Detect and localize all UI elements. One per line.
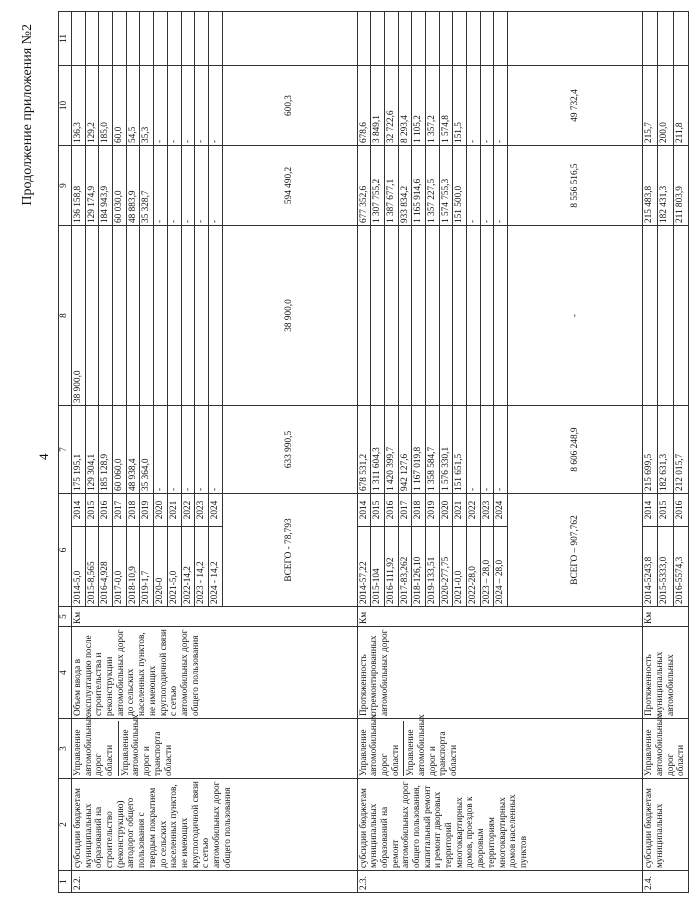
regional-budget: - <box>467 146 481 226</box>
year: 2023 <box>195 494 209 527</box>
total-cost: 678 531,2 <box>357 406 371 494</box>
local-budget: 1 574,8 <box>439 66 453 146</box>
year: 2023 <box>480 494 494 527</box>
table-row <box>72 12 86 893</box>
extra-budget <box>643 12 658 66</box>
indicator: Протяженность отремонтированных автомобильных дорог <box>357 627 643 719</box>
measure-name: субсидии бюджетам муниципальных образований на строительство (реконструкцию) автодорог общего пользования с твердым покрытием до сельских населенных пунктов, не имеющих круглогодичной связи с сетью автомобильных дорог общего пользования <box>72 779 358 871</box>
local-budget: 32 722,6 <box>384 66 398 146</box>
target-value: 2015-5333,0 <box>658 527 673 607</box>
year: 2018 <box>126 494 140 527</box>
extra-budget <box>85 12 99 66</box>
year: 2014 <box>643 494 658 527</box>
measure-name: субсидии бюджетам муниципальных образований на ремонт автомобильных дорог общего пользования, капитальный ремонт и ремонт дворовых территорий многоквартирных домов, проездов к дворовым территориям многоквартирных домов населенных пунктов <box>357 779 643 871</box>
regional-budget: 48 883,9 <box>126 146 140 226</box>
regional-budget: - <box>167 146 181 226</box>
extra-budget <box>140 12 154 66</box>
total-cost: 151 651,5 <box>453 406 467 494</box>
year: 2015 <box>658 494 673 527</box>
indicator: Объем ввода в эксплуатацию после строительства и реконструкции автомобильных дорог до сельских населенных пунктов, не имеющих круглогодичной связи с сетью автомобильных дорог общего пользования <box>72 627 358 719</box>
target-value: 2018-10,9 <box>126 527 140 607</box>
total-cost: 942 127,6 <box>398 406 412 494</box>
local-budget: 1 105,2 <box>412 66 426 146</box>
federal-budget <box>673 226 688 406</box>
year: 2024 <box>494 494 508 527</box>
total-cost: 215 699,5 <box>643 406 658 494</box>
year: 2021 <box>167 494 181 527</box>
regional-budget: 182 431,3 <box>658 146 673 226</box>
executor-cell <box>643 714 689 779</box>
target-value: 2021-0,0 <box>453 527 467 607</box>
extra-budget <box>453 12 467 66</box>
extra-budget <box>371 12 385 66</box>
regional-budget: 151 500,0 <box>453 146 467 226</box>
federal-budget: 38 900,0 <box>222 226 357 406</box>
target-value: 2017-0,0 <box>113 527 127 607</box>
total-cost: - <box>167 406 181 494</box>
extra-budget <box>222 12 357 66</box>
federal-budget <box>439 226 453 406</box>
total-cost: - <box>480 406 494 494</box>
federal-budget <box>412 226 426 406</box>
federal-budget <box>357 226 371 406</box>
target-value: 2015-8,565 <box>85 527 99 607</box>
regional-budget: 1 574 755,3 <box>439 146 453 226</box>
year: 2017 <box>398 494 412 527</box>
total-cost: 185 128,9 <box>99 406 113 494</box>
federal-budget <box>658 226 673 406</box>
target-value: 2014-57,22 <box>357 527 371 607</box>
target-value: 2014-5243,8 <box>643 527 658 607</box>
local-budget: 60,0 <box>113 66 127 146</box>
target-value: 2019-1,7 <box>140 527 154 607</box>
page-number: 4 <box>36 453 51 460</box>
year: 2020 <box>154 494 168 527</box>
target-value: 2023 – 28,0 <box>480 527 494 607</box>
column-number: 4 <box>59 627 72 719</box>
regional-budget: 184 943,9 <box>99 146 113 226</box>
federal-budget <box>384 226 398 406</box>
extra-budget <box>99 12 113 66</box>
extra-budget <box>113 12 127 66</box>
local-budget: 3 849,1 <box>371 66 385 146</box>
extra-budget <box>480 12 494 66</box>
regional-budget: - <box>154 146 168 226</box>
total-cost: - <box>467 406 481 494</box>
local-budget: - <box>494 66 508 146</box>
year: 2016 <box>384 494 398 527</box>
executor-cell <box>72 714 358 779</box>
federal-budget <box>85 226 99 406</box>
executor: Управление автомобильных дорог области <box>73 714 116 776</box>
regional-budget: 933 834,2 <box>398 146 412 226</box>
regional-budget: - <box>494 146 508 226</box>
extra-budget <box>181 12 195 66</box>
target-value: 2014-5,0 <box>72 527 86 607</box>
executor: Управление автомобильных дорог области <box>358 714 401 776</box>
federal-budget <box>480 226 494 406</box>
local-budget: 129,2 <box>85 66 99 146</box>
local-budget: 678,6 <box>357 66 371 146</box>
regional-budget: - <box>181 146 195 226</box>
target-value: 2020-0 <box>154 527 168 607</box>
column-number: 5 <box>59 607 72 627</box>
total-cost: - <box>195 406 209 494</box>
local-budget: 600,3 <box>222 66 357 146</box>
table-row <box>357 12 371 893</box>
total-cost: 1 576 330,1 <box>439 406 453 494</box>
unit: Км <box>643 607 689 627</box>
row-number: 2.4. <box>643 871 689 893</box>
column-number: 7 <box>59 406 72 494</box>
extra-budget <box>384 12 398 66</box>
total-cost: - <box>154 406 168 494</box>
local-budget: - <box>167 66 181 146</box>
regional-budget: 677 352,6 <box>357 146 371 226</box>
extra-budget <box>357 12 371 66</box>
extra-budget <box>126 12 140 66</box>
local-budget: - <box>181 66 195 146</box>
total-cost: 1 311 604,3 <box>371 406 385 494</box>
regional-budget: 136 158,8 <box>72 146 86 226</box>
column-number: 3 <box>59 719 72 779</box>
federal-budget <box>453 226 467 406</box>
extra-budget <box>426 12 440 66</box>
target-value: 2019-133,51 <box>426 527 440 607</box>
federal-budget <box>208 226 222 406</box>
total-cost: 212 015,7 <box>673 406 688 494</box>
year: 2016 <box>99 494 113 527</box>
year: 2017 <box>113 494 127 527</box>
total-cost: 1 167 019,8 <box>412 406 426 494</box>
extra-budget <box>467 12 481 66</box>
total-cost: 175 195,1 <box>72 406 86 494</box>
extra-budget <box>494 12 508 66</box>
federal-budget <box>113 226 127 406</box>
federal-budget <box>126 226 140 406</box>
target-value: 2016-111,92 <box>384 527 398 607</box>
year: 2014 <box>72 494 86 527</box>
target-value: 2022-14,2 <box>181 527 195 607</box>
total-cost: 8 606 248,9 <box>508 406 643 494</box>
regional-budget: 60 030,0 <box>113 146 127 226</box>
column-number: 9 <box>59 146 72 226</box>
indicator: Протяженность муниципальных автомобильных <box>643 627 689 719</box>
target-value: 2016-4,928 <box>99 527 113 607</box>
local-budget: - <box>154 66 168 146</box>
column-number-row <box>59 12 72 893</box>
federal-budget <box>643 226 658 406</box>
row-number: 2.2. <box>72 871 358 893</box>
extra-budget <box>412 12 426 66</box>
regional-budget: - <box>480 146 494 226</box>
target-value: 2022-28,0 <box>467 527 481 607</box>
local-budget: - <box>195 66 209 146</box>
target-value: 2016-5574,3 <box>673 527 688 607</box>
federal-budget <box>467 226 481 406</box>
extra-budget <box>398 12 412 66</box>
extra-budget <box>508 12 643 66</box>
local-budget: - <box>467 66 481 146</box>
year: 2021 <box>453 494 467 527</box>
federal-budget <box>181 226 195 406</box>
extra-budget <box>167 12 181 66</box>
extra-budget <box>673 12 688 66</box>
year: 2024 <box>208 494 222 527</box>
regional-budget: 129 174,9 <box>85 146 99 226</box>
row-number: 2.3. <box>357 871 643 893</box>
federal-budget <box>195 226 209 406</box>
federal-budget: - <box>508 226 643 406</box>
column-number: 6 <box>59 494 72 607</box>
federal-budget <box>167 226 181 406</box>
regional-budget: - <box>195 146 209 226</box>
target-value: 2015-104 <box>371 527 385 607</box>
local-budget: 136,3 <box>72 66 86 146</box>
program-table <box>58 11 689 893</box>
regional-budget: 1 165 914,6 <box>412 146 426 226</box>
total-cost: - <box>494 406 508 494</box>
year: 2020 <box>439 494 453 527</box>
target-value: 2023 - 14,2 <box>195 527 209 607</box>
total-target: ВСЕГО – 907,762 <box>508 494 643 607</box>
regional-budget: 35 328,7 <box>140 146 154 226</box>
column-number: 10 <box>59 66 72 146</box>
target-value: 2024 - 14,2 <box>208 527 222 607</box>
local-budget: 185,0 <box>99 66 113 146</box>
total-target: ВСЕГО - 78,793 <box>222 494 357 607</box>
year: 2015 <box>371 494 385 527</box>
total-cost: 129 304,1 <box>85 406 99 494</box>
regional-budget: 1 307 755,2 <box>371 146 385 226</box>
federal-budget <box>426 226 440 406</box>
local-budget: 215,7 <box>643 66 658 146</box>
regional-budget: 1 387 677,1 <box>384 146 398 226</box>
federal-budget <box>99 226 113 406</box>
year: 2016 <box>673 494 688 527</box>
local-budget: 1 357,2 <box>426 66 440 146</box>
federal-budget <box>398 226 412 406</box>
regional-budget: 1 357 227,5 <box>426 146 440 226</box>
target-value: 2021-5,0 <box>167 527 181 607</box>
extra-budget <box>658 12 673 66</box>
year: 2019 <box>140 494 154 527</box>
year: 2018 <box>412 494 426 527</box>
regional-budget: 211 803,9 <box>673 146 688 226</box>
year: 2022 <box>467 494 481 527</box>
total-cost: - <box>181 406 195 494</box>
year: 2022 <box>181 494 195 527</box>
table-body <box>72 12 689 893</box>
target-value: 2018-126,10 <box>412 527 426 607</box>
total-cost: 60 060,0 <box>113 406 127 494</box>
local-budget: 49 732,4 <box>508 66 643 146</box>
local-budget: 211,8 <box>673 66 688 146</box>
total-cost: 1 358 584,7 <box>426 406 440 494</box>
table-row <box>643 12 658 893</box>
federal-budget <box>494 226 508 406</box>
total-cost: 633 990,5 <box>222 406 357 494</box>
total-cost: 48 938,4 <box>126 406 140 494</box>
regional-budget: 594 490,2 <box>222 146 357 226</box>
executor: Управление автомобильных дорог и транспорта области <box>118 721 174 776</box>
total-cost: 35 364,0 <box>140 406 154 494</box>
regional-budget: 215 483,8 <box>643 146 658 226</box>
unit: Км <box>357 607 643 627</box>
column-number: 11 <box>59 12 72 66</box>
federal-budget <box>371 226 385 406</box>
total-cost: 1 420 399,7 <box>384 406 398 494</box>
federal-budget <box>154 226 168 406</box>
target-value: 2017-83,262 <box>398 527 412 607</box>
local-budget: 54,5 <box>126 66 140 146</box>
target-value: 2020-277,75 <box>439 527 453 607</box>
extra-budget <box>72 12 86 66</box>
measure-name: субсидии бюджетам муниципальных <box>643 779 689 871</box>
target-value: 2024 – 28,0 <box>494 527 508 607</box>
executor-cell <box>357 714 643 779</box>
column-number: 8 <box>59 226 72 406</box>
year: 2014 <box>357 494 371 527</box>
regional-budget: 8 556 516,5 <box>508 146 643 226</box>
executor: Управление автомобильных дорог области <box>644 714 687 776</box>
extra-budget <box>439 12 453 66</box>
local-budget: - <box>208 66 222 146</box>
unit: Км <box>72 607 358 627</box>
executor: Управление автомобильных дорог и транспорта области <box>403 721 459 776</box>
local-budget: - <box>480 66 494 146</box>
year: 2015 <box>85 494 99 527</box>
column-number: 1 <box>59 871 72 893</box>
total-cost: - <box>208 406 222 494</box>
year: 2019 <box>426 494 440 527</box>
federal-budget <box>140 226 154 406</box>
continuation-title: Продолжение приложения №2 <box>20 24 35 206</box>
local-budget: 35,3 <box>140 66 154 146</box>
extra-budget <box>208 12 222 66</box>
local-budget: 200,0 <box>658 66 673 146</box>
extra-budget <box>154 12 168 66</box>
column-number: 2 <box>59 779 72 871</box>
extra-budget <box>195 12 209 66</box>
regional-budget: - <box>208 146 222 226</box>
local-budget: 151,5 <box>453 66 467 146</box>
local-budget: 8 293,4 <box>398 66 412 146</box>
federal-budget: 38 900,0 <box>72 226 86 406</box>
total-cost: 182 631,3 <box>658 406 673 494</box>
